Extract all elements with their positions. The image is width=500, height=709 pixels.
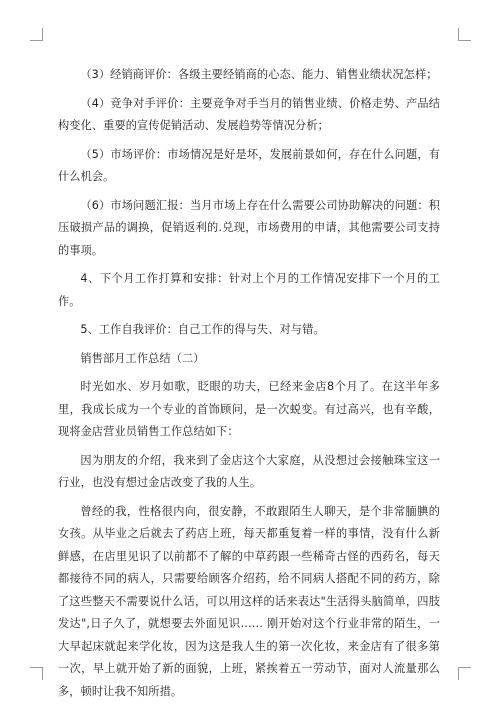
paragraph-market-evaluation: （5）市场评价：市场情况是好是坏，发展前景如何，存在什么问题，有什么机会。: [58, 147, 440, 183]
paragraph-competitor-evaluation: （4）竞争对手评价：主要竞争对手当月的销售业绩、价格走势、产品结构变化、重要的宣传促销活动、发展趋势等情况分析；: [58, 96, 440, 132]
paragraph-friend-introduction: 因为朋友的介绍，我来到了金店这个大家庭，从没想过会接触珠宝这一行业，也没有想过金店改变了我的人生。: [58, 453, 440, 489]
paragraph-dealer-evaluation: （3）经销商评价：各级主要经销商的心态、能力、销售业绩状况怎样；: [80, 68, 438, 81]
crop-mark-top-right: [458, 28, 471, 41]
crop-mark-bottom-right: [458, 667, 471, 680]
paragraph-past-experience: 曾经的我，性格很内向，很安静，不敢跟陌生人聊天，是个非常腼腆的女孩。从毕业之后就去了药店上班，每天都重复着一样的事情，没有什么新鲜感，在店里见识了以前都不了解的中草药跟一些稀奇古怪的西药名，每天都接待不同的病人，只需要给顾客介绍药，给不同病人搭配不同的药方，除了这些整天不需要说什么话，可以用这样的话来表达"生活得头脑简单，四肢发达",日子久了，就想要去外面见识…… 刚开始对这个行业非常的陌生，一大早起床就起来学化妆，因为这是我人生的第一次化妆，来金店有了很多第一次，早上就开始了新的面貌，上班，紧挨着五一劳动节，面对人流量那么多，顿时让我不知所措。: [58, 504, 440, 698]
crop-mark-top-left: [30, 28, 43, 41]
paragraph-intro: 时光如水、岁月如歌，眨眼的功夫，已经来金店8个月了。在这半年多里，我成长成为一个专业的首饰顾问，是一次蜕变。有过高兴，也有辛酸，现将金店营业员销售工作总结如下：: [58, 380, 440, 438]
section-heading: 销售部月工作总结（二）: [80, 351, 205, 365]
paragraph-next-month-plan: 4、下个月工作打算和安排：针对上个月的工作情况安排下一个月的工作。: [58, 272, 440, 308]
paragraph-self-evaluation: 5、工作自我评价：自己工作的得与失、对与错。: [80, 323, 325, 336]
paragraph-market-issues: （6）市场问题汇报：当月市场上存在什么需要公司协助解决的问题：积压破损产品的调换，促销返利的.兑现，市场费用的申请，其他需要公司支持的事项。: [58, 198, 440, 257]
document-body: [58, 64, 440, 709]
crop-mark-bottom-left: [30, 667, 43, 680]
